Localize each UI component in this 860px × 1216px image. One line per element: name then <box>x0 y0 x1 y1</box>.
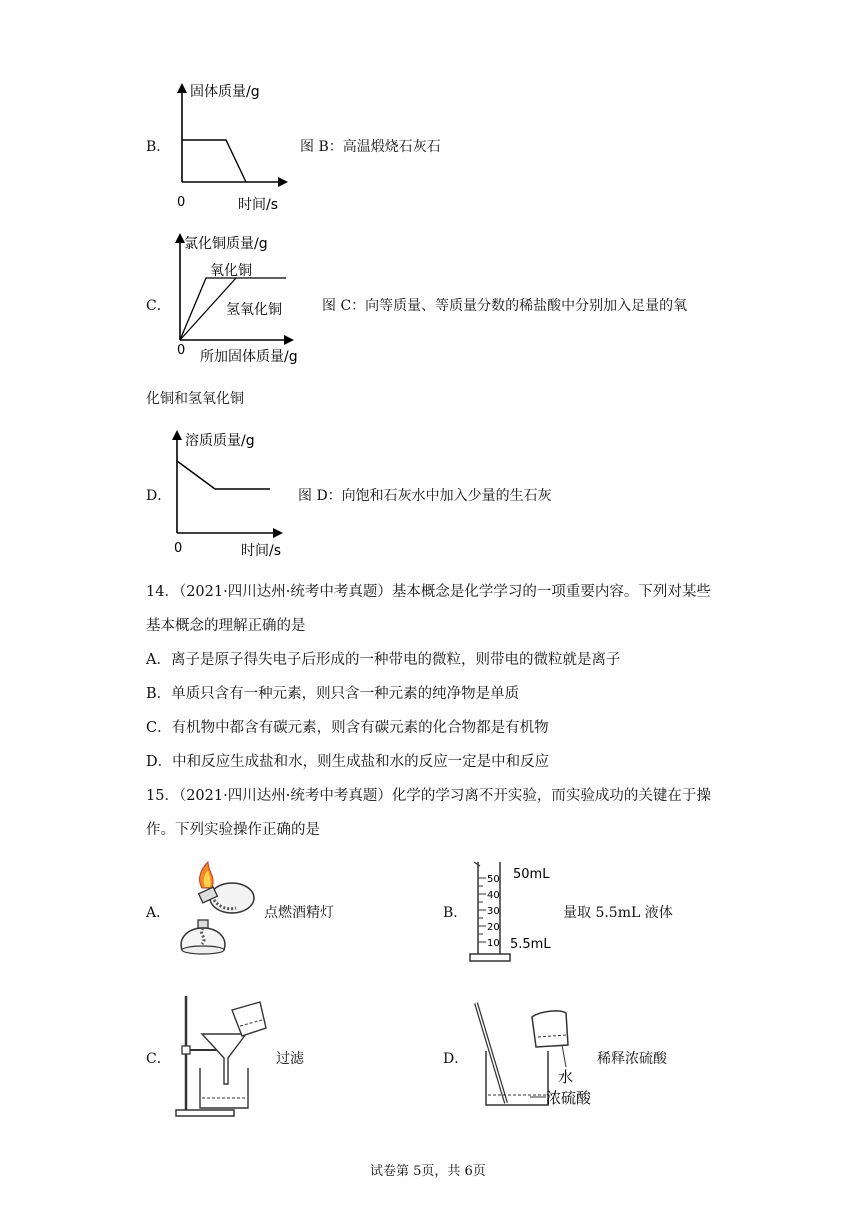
q13-d-x-label: 时间/s <box>241 543 282 559</box>
q13-d-y-label: 溶质质量/g <box>185 433 255 449</box>
q15-c-filtration-setup <box>172 990 272 1120</box>
q15-d-dilution-setup <box>470 995 600 1113</box>
q14-option-b: B．单质只含有一种元素，则只含一种元素的纯净物是单质 <box>146 686 520 702</box>
q13-c-origin: 0 <box>177 343 186 358</box>
q15-stem-line1: 15．（2021·四川达州·统考中考真题）化学的学习离不开实验，而实验成功的关键在于操 <box>146 788 711 804</box>
q13-c-x-label: 所加固体质量/g <box>200 349 298 365</box>
q15-option-b-caption: 量取 5.5mL 液体 <box>563 905 673 921</box>
q13-c-y-label: 氯化铜质量/g <box>184 236 268 252</box>
q13-graph-d <box>165 425 295 560</box>
q13-graph-c <box>168 228 313 368</box>
q13-option-c-letter: C． <box>146 298 171 314</box>
q13-option-c-caption-cont: 化铜和氢氧化铜 <box>146 391 244 407</box>
q13-option-c-caption: 图 C：向等质量、等质量分数的稀盐酸中分别加入足量的氧 <box>322 298 688 314</box>
q13-option-d-caption: 图 D：向饱和石灰水中加入少量的生石灰 <box>298 488 552 504</box>
page-footer: 试卷第 5页，共 6页 <box>370 1164 486 1179</box>
q15-b-top-label: 50mL <box>513 867 550 882</box>
q15-b-scale-50: 50 <box>487 874 500 885</box>
q13-d-origin: 0 <box>174 541 183 556</box>
q15-b-scale-20: 20 <box>487 922 500 933</box>
q15-b-scale-10: 10 <box>487 938 500 949</box>
q13-graph-b <box>170 78 300 213</box>
q15-d-acid-label: 浓硫酸 <box>546 1089 592 1107</box>
q15-b-graduated-cylinder <box>470 860 560 970</box>
q15-stem-line2: 作。下列实验操作正确的是 <box>146 822 320 838</box>
q13-c-line1-label: 氧化铜 <box>210 263 252 279</box>
q15-a-alcohol-lamp-illustration <box>172 860 267 960</box>
q13-b-y-label: 固体质量/g <box>190 84 260 100</box>
q13-option-b-caption: 图 B：高温煅烧石灰石 <box>300 139 441 155</box>
q15-option-c-letter: C． <box>146 1051 171 1067</box>
q14-stem-line2: 基本概念的理解正确的是 <box>146 618 306 634</box>
q13-c-line2-label: 氢氧化铜 <box>226 302 282 318</box>
q14-stem-line1: 14．（2021·四川达州·统考中考真题）基本概念是化学学习的一项重要内容。下列对某些 <box>146 584 711 600</box>
q13-b-origin: 0 <box>177 195 186 210</box>
q14-option-a: A．离子是原子得失电子后形成的一种带电的微粒，则带电的微粒就是离子 <box>146 652 621 668</box>
q15-option-a-letter: A． <box>146 905 171 921</box>
q15-d-water-label: 水 <box>558 1068 574 1086</box>
q15-option-c-caption: 过滤 <box>276 1051 304 1067</box>
q15-b-bottom-label: 5.5mL <box>510 937 551 952</box>
q13-option-d-letter: D． <box>146 488 172 504</box>
q14-option-d: D．中和反应生成盐和水，则生成盐和水的反应一定是中和反应 <box>146 754 550 770</box>
q15-b-scale-40: 40 <box>487 890 500 901</box>
q14-option-c: C．有机物中都含有碳元素，则含有碳元素的化合物都是有机物 <box>146 720 549 736</box>
q13-b-x-label: 时间/s <box>238 197 279 213</box>
q15-option-a-caption: 点燃酒精灯 <box>264 905 334 921</box>
q15-option-b-letter: B． <box>443 905 468 921</box>
q15-option-d-caption: 稀释浓硫酸 <box>597 1051 667 1067</box>
q13-option-b-letter: B． <box>146 139 171 155</box>
q15-b-scale-30: 30 <box>487 906 500 917</box>
q15-option-d-letter: D． <box>443 1051 469 1067</box>
